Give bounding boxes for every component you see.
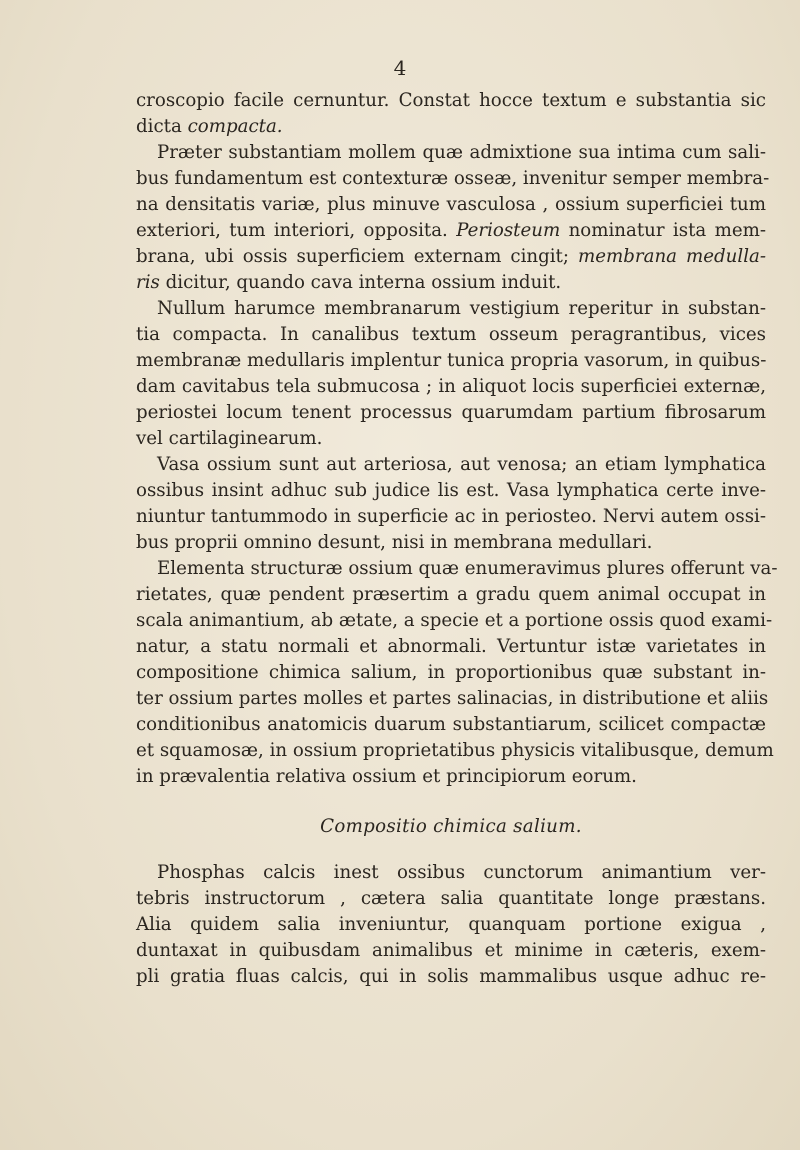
line-text: Elementa structuræ ossium quæ enumeravimus plures offerunt va- xyxy=(157,558,778,579)
text-line xyxy=(136,712,766,738)
text-line xyxy=(136,88,766,114)
italic-term: Periosteum xyxy=(456,220,561,241)
line-text: membranæ medullaris implentur tunica propria vasorum, in quibus- xyxy=(136,350,767,371)
line-text: ossibus insint adhuc sub judice lis est. Vasa lymphatica certe inve- xyxy=(136,480,766,501)
text-line xyxy=(136,660,766,686)
text-line xyxy=(136,296,766,322)
text-line xyxy=(136,166,770,192)
line-text: bus proprii omnino desunt, nisi in membrana medullari. xyxy=(136,532,653,553)
text-line xyxy=(136,764,766,790)
line-text: Nullum harumce membranarum vestigium reperitur in substan- xyxy=(157,298,766,319)
italic-term: ris xyxy=(136,272,160,293)
line-text: Phosphas calcis inest ossibus cunctorum animantium ver- xyxy=(157,862,766,883)
text-line xyxy=(136,192,766,218)
text-line xyxy=(136,400,766,426)
text-line xyxy=(136,860,766,886)
text-line xyxy=(136,270,766,296)
line-text: et squamosæ, in ossium proprietatibus physicis vitalibusque, demum xyxy=(136,740,774,761)
text-line xyxy=(136,114,766,140)
text-line xyxy=(136,886,766,912)
text-line xyxy=(136,426,766,452)
italic-term: compacta. xyxy=(187,116,283,137)
line-text: brana, ubi ossis superficiem externam cingit; xyxy=(136,246,579,267)
italic-term: membrana medulla- xyxy=(578,246,767,267)
line-text: ter ossium partes molles et partes salinacias, in distributione et aliis xyxy=(136,688,769,709)
text-line xyxy=(136,556,778,582)
line-text: duntaxat in quibusdam animalibus et minime in cæteris, exem- xyxy=(136,940,766,961)
text-line xyxy=(136,582,766,608)
text-line xyxy=(136,504,766,530)
text-line xyxy=(136,452,766,478)
line-text: vel cartilaginearum. xyxy=(136,428,323,449)
text-line xyxy=(136,686,769,712)
line-text: tebris instructorum , cætera salia quantitate longe præstans. xyxy=(136,888,766,909)
line-text: in prævalentia relativa ossium et principiorum eorum. xyxy=(136,766,637,787)
line-text: croscopio facile cernuntur. Constat hocce textum e substantia sic xyxy=(136,90,766,111)
line-text: exteriori, tum interiori, opposita. xyxy=(136,220,457,241)
text-line xyxy=(136,244,766,270)
line-text: scala animantium, ab ætate, a specie et a portione ossis quod exami- xyxy=(136,610,773,631)
line-text: pli gratia fluas calcis, qui in solis mammalibus usque adhuc re- xyxy=(136,966,766,987)
line-text-tail: nominatur ista mem- xyxy=(560,220,766,241)
text-line xyxy=(136,348,766,374)
line-text: niuntur tantummodo in superficie ac in periosteo. Nervi autem ossi- xyxy=(136,506,766,527)
line-text: compositione chimica salium, in proportionibus quæ substant in- xyxy=(136,662,766,683)
line-text: dam cavitabus tela submucosa ; in aliquot locis superficiei externæ, xyxy=(136,376,766,397)
paragraphs-after-heading xyxy=(136,860,766,990)
line-text: dicitur, quando cava interna ossium induit. xyxy=(159,272,562,293)
text-line xyxy=(136,938,766,964)
line-text: bus fundamentum est contexturæ osseæ, invenitur semper membra- xyxy=(136,168,770,189)
paragraphs-before-heading xyxy=(136,88,778,790)
page-number: 4 xyxy=(393,56,407,80)
text-line xyxy=(136,634,766,660)
text-line xyxy=(136,738,774,764)
text-line xyxy=(136,964,766,990)
text-line xyxy=(136,478,766,504)
line-text: periostei locum tenent processus quarumdam partium fibrosarum xyxy=(136,402,766,423)
line-text: Alia quidem salia inveniuntur, quanquam portione exigua , xyxy=(136,914,766,935)
section-heading: Compositio chimica salium. xyxy=(320,816,582,837)
line-text: dicta xyxy=(136,116,188,137)
line-text: na densitatis variæ, plus minuve vasculosa , ossium superficiei tum xyxy=(136,194,766,215)
text-line xyxy=(136,912,766,938)
text-line xyxy=(136,322,766,348)
text-line xyxy=(136,530,766,556)
line-text: rietates, quæ pendent præsertim a gradu quem animal occupat in xyxy=(136,584,766,605)
text-line xyxy=(136,608,773,634)
line-text: Præter substantiam mollem quæ admixtione sua intima cum sali- xyxy=(157,142,766,163)
text-line xyxy=(136,140,766,166)
body-text xyxy=(136,88,778,990)
line-text: conditionibus anatomicis duarum substantiarum, scilicet compactæ xyxy=(136,714,766,735)
text-line xyxy=(136,374,766,400)
line-text: Vasa ossium sunt aut arteriosa, aut venosa; an etiam lymphatica xyxy=(157,454,766,475)
text-line xyxy=(136,218,766,244)
line-text: natur, a statu normali et abnormali. Vertuntur istæ varietates in xyxy=(136,636,766,657)
line-text: tia compacta. In canalibus textum osseum peragrantibus, vices xyxy=(136,324,766,345)
